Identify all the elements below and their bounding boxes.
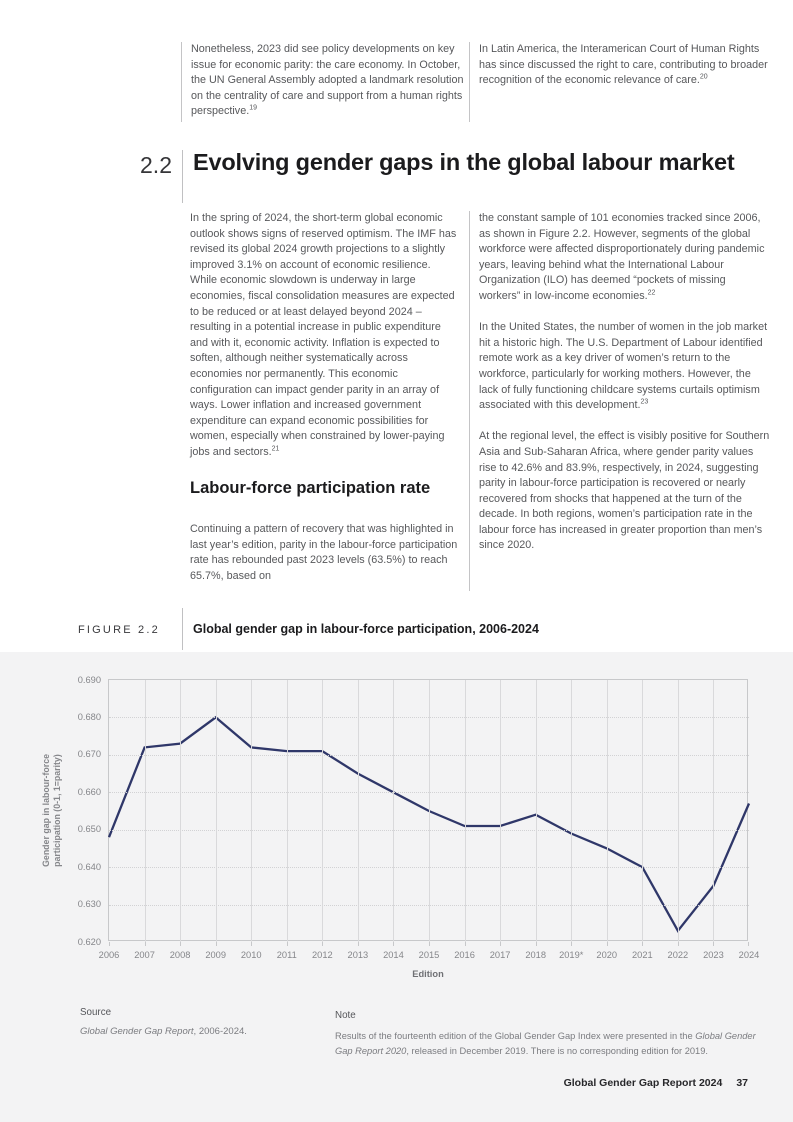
x-tick-label: 2010 bbox=[240, 950, 262, 960]
x-tick-mark bbox=[713, 942, 714, 946]
footer-page-number: 37 bbox=[736, 1077, 748, 1089]
x-tick-mark bbox=[287, 942, 288, 946]
intro-right-text: In Latin America, the Interamerican Court of Human Rights has since discussed the right to care, contributing to broader recognition of the economic relevance of care. bbox=[479, 43, 768, 87]
gridline-vertical bbox=[536, 680, 537, 942]
x-tick-mark bbox=[500, 942, 501, 946]
x-tick-mark bbox=[358, 942, 359, 946]
gridline-vertical bbox=[393, 680, 394, 942]
section-divider bbox=[182, 150, 183, 203]
y-tick-label: 0.660 bbox=[77, 786, 101, 797]
section-title: Evolving gender gaps in the global labour market bbox=[193, 149, 735, 175]
paragraph bbox=[190, 211, 460, 461]
source-title-italic: Global Gender Gap Report bbox=[80, 1026, 194, 1037]
y-tick-label: 0.640 bbox=[77, 861, 101, 872]
x-tick-label: 2018 bbox=[525, 950, 546, 960]
note-part2: , released in December 2019. There is no corresponding edition for 2019. bbox=[406, 1046, 708, 1056]
y-tick-label: 0.630 bbox=[77, 899, 101, 910]
x-tick-mark bbox=[180, 942, 181, 946]
gridline-vertical bbox=[180, 680, 181, 942]
y-tick-label: 0.690 bbox=[77, 674, 101, 685]
x-tick-label: 2013 bbox=[347, 950, 369, 960]
x-tick-label: 2023 bbox=[703, 950, 724, 960]
figure-label: FIGURE 2.2 bbox=[78, 624, 160, 636]
col1-para1-text: In the spring of 2024, the short-term global economic outlook shows signs of reserved optimism. The IMF has revised its global 2024 growth projections to a slightly improved 3.1% on account of economic resilience. While economic slowdown is underway in large economies, fiscal consolidation measures are expected to be reduced or at least delayed beyond 2024 – resulting in a potential increase in public expenditure and with it, economic activity. Inflation is expected to soften, although neither systematically across economies nor permanently. This economic configuration can impact gender parity in an array of ways. Lower inflation and increased government expenditure can expand economic possibilities for women, especially when constrained by lower-paying jobs and sectors. bbox=[190, 212, 457, 458]
col2-para2-text: In the United States, the number of women in the job market hit a historic high. The U.S. Department of Labour identified remote work as a key driver of women’s return to the workforce, particularly for working mothers. However, the lack of fully functioning childcare systems curtails optimism associated with this development. bbox=[479, 321, 768, 412]
note-title-italic: Global Gender Gap Report 2020 bbox=[335, 1031, 756, 1056]
gridline-vertical bbox=[322, 680, 323, 942]
y-tick-label: 0.670 bbox=[77, 749, 101, 760]
x-tick-mark bbox=[536, 942, 537, 946]
gridline-vertical bbox=[287, 680, 288, 942]
gridline-vertical bbox=[500, 680, 501, 942]
intro-paragraph-right bbox=[469, 42, 769, 122]
x-tick-label: 2011 bbox=[276, 950, 297, 960]
subsection-title: Labour-force participation rate bbox=[190, 478, 431, 497]
x-tick-mark bbox=[642, 942, 643, 946]
x-tick-mark bbox=[322, 942, 323, 946]
gridline-vertical bbox=[713, 680, 714, 942]
y-tick-label: 0.620 bbox=[77, 936, 101, 947]
intro-paragraph-left bbox=[181, 42, 470, 122]
footnote-23: 23 bbox=[640, 398, 649, 406]
y-axis-label-line2: participation (0-1, 1=parity) bbox=[52, 753, 62, 867]
x-tick-mark bbox=[145, 942, 146, 946]
x-tick-label: 2008 bbox=[169, 950, 191, 960]
col2-para1-text: the constant sample of 101 economies tracked since 2006, as shown in Figure 2.2. However, segments of the global workforce were affected disproportionately during pandemic years, leaving behind what the International Labour Organization (ILO) has deemed “pockets of missing workers” in low-income economies. bbox=[479, 212, 765, 302]
paragraph bbox=[479, 429, 770, 554]
gridline-vertical bbox=[678, 680, 679, 942]
footer-report-title: Global Gender Gap Report 2024 bbox=[563, 1077, 723, 1089]
footnote-19: 19 bbox=[249, 104, 258, 112]
x-tick-label: 2022 bbox=[667, 950, 689, 960]
footnote-20: 20 bbox=[699, 73, 708, 81]
x-tick-label: 2024 bbox=[738, 950, 760, 960]
x-tick-label: 2020 bbox=[596, 950, 618, 960]
x-tick-label: 2012 bbox=[311, 950, 333, 960]
y-axis-label-line1: Gender gap in labour-force bbox=[41, 753, 51, 867]
gridline-vertical bbox=[571, 680, 572, 942]
x-tick-mark bbox=[393, 942, 394, 946]
footnote-21: 21 bbox=[271, 445, 280, 453]
y-tick-label: 0.650 bbox=[77, 824, 101, 835]
paragraph bbox=[479, 211, 770, 305]
col1-para2-text: Continuing a pattern of recovery that was highlighted in last year’s edition, parity in the labour-force participation rate has rebounded past 2023 levels (63.5%) to reach 65.7%, based on bbox=[190, 523, 458, 582]
gridline-vertical bbox=[358, 680, 359, 942]
x-tick-mark bbox=[216, 942, 217, 946]
x-axis-label: Edition bbox=[412, 969, 444, 979]
x-tick-label: 2015 bbox=[418, 950, 440, 960]
x-tick-label: 2009 bbox=[205, 950, 226, 960]
gridline-vertical bbox=[642, 680, 643, 942]
chart-plot bbox=[77, 674, 760, 960]
gridline-vertical bbox=[429, 680, 430, 942]
gridline-vertical bbox=[145, 680, 146, 942]
source-label: Source bbox=[80, 1007, 112, 1018]
body-column-right bbox=[469, 211, 770, 591]
footnote-22: 22 bbox=[647, 289, 656, 297]
col2-para3-text: At the regional level, the effect is visibly positive for Southern Asia and Sub-Saharan Africa, where gender parity values rise to 42.6% and 83.9%, respectively, in 2024, suggesting parity in labour-force participation is recovered or nearly recovered from shocks that happened at the turn of the decade. In both regions, women’s participation rate in the labour force has increased in greater proportion than men’s since 2020. bbox=[479, 430, 770, 552]
x-tick-label: 2006 bbox=[98, 950, 120, 960]
note-part1: Results of the fourteenth edition of the Global Gender Gap Index were presented in the bbox=[335, 1031, 696, 1041]
section-number: 2.2 bbox=[140, 152, 172, 178]
note-label: Note bbox=[335, 1010, 356, 1021]
x-tick-mark bbox=[748, 942, 749, 946]
x-tick-mark bbox=[678, 942, 679, 946]
intro-left-text: Nonetheless, 2023 did see policy developments on key issue for economic parity: the care economy. In October, the UN General Assembly adopted a landmark resolution on the centrality of care and support from a human rights perspective. bbox=[191, 43, 464, 118]
gridline-vertical bbox=[607, 680, 608, 942]
figure-divider bbox=[182, 608, 183, 650]
figure-title: Global gender gap in labour-force participation, 2006-2024 bbox=[193, 622, 539, 636]
x-tick-label: 2021 bbox=[631, 950, 653, 960]
body-column-left bbox=[190, 211, 460, 584]
x-tick-label: 2017 bbox=[489, 950, 511, 960]
y-axis-label-text bbox=[41, 754, 63, 867]
x-tick-mark bbox=[251, 942, 252, 946]
x-tick-mark bbox=[571, 942, 572, 946]
page-footer bbox=[564, 1077, 748, 1089]
note-text bbox=[335, 1029, 767, 1059]
x-tick-mark bbox=[465, 942, 466, 946]
x-tick-mark bbox=[109, 942, 110, 946]
paragraph bbox=[479, 320, 770, 414]
x-tick-mark bbox=[607, 942, 608, 946]
x-tick-label: 2014 bbox=[383, 950, 404, 960]
x-tick-label: 2019* bbox=[559, 950, 584, 960]
x-tick-mark bbox=[429, 942, 430, 946]
gridline-vertical bbox=[216, 680, 217, 942]
x-tick-label: 2016 bbox=[454, 950, 475, 960]
source-rest: , 2006-2024. bbox=[193, 1026, 247, 1037]
gridline-vertical bbox=[465, 680, 466, 942]
paragraph bbox=[190, 522, 460, 584]
source-text bbox=[80, 1026, 247, 1037]
gridline-vertical bbox=[251, 680, 252, 942]
x-tick-label: 2007 bbox=[134, 950, 155, 960]
y-tick-label: 0.680 bbox=[77, 711, 101, 722]
